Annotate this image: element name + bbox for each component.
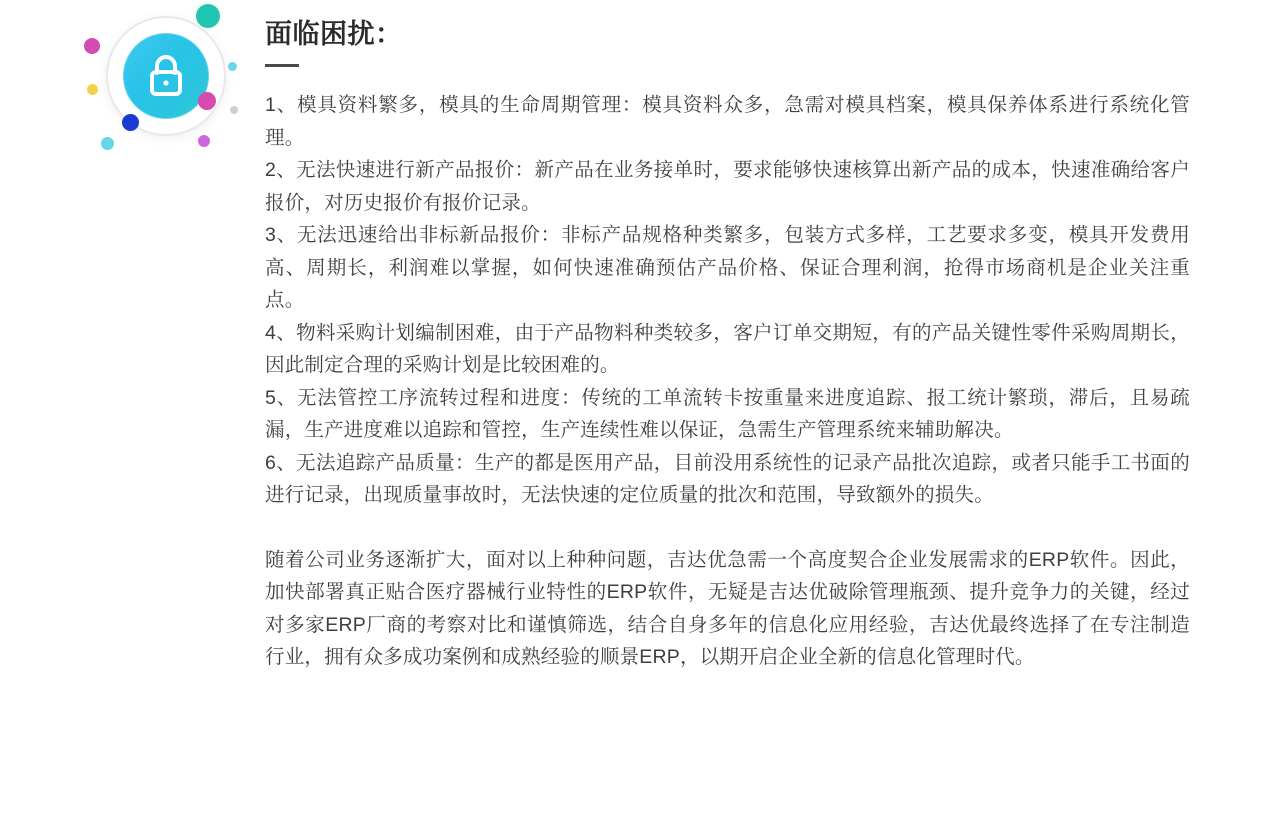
- list-item: 4、物料采购计划编制困难，由于产品物料种类较多，客户订单交期短，有的产品关键性零件采购周期长，因此制定合理的采购计划是比较困难的。: [265, 321, 1190, 377]
- decorative-dot-purple: [198, 92, 216, 110]
- decorative-dot-cyan-small: [228, 62, 237, 71]
- padlock-glyph-icon: [123, 33, 209, 119]
- problem-list: [265, 89, 1190, 512]
- article-body: [265, 18, 1190, 674]
- list-item: 1、模具资料繁多，模具的生命周期管理：模具资料众多，急需对模具档案，模具保养体系进行系统化管理。: [265, 94, 1190, 149]
- closing-paragraph: 随着公司业务逐渐扩大，面对以上种种问题，吉达优急需一个高度契合企业发展需求的ERP软件。因此，加快部署真正贴合医疗器械行业特性的ERP软件，无疑是吉达优破除管理瓶颈、提升竞争力的关键，经过对多家ERP厂商的考察对比和谨慎筛选，结合自身多年的信息化应用经验，吉达优最终选择了在专注制造行业，拥有众多成功案例和成熟经验的顺景ERP，以期开启企业全新的信息化管理时代。: [265, 548, 1190, 669]
- decorative-dot-gray: [230, 106, 238, 114]
- page-title: 面临困扰：: [265, 19, 403, 49]
- title-divider: [265, 64, 299, 67]
- decorative-dot-cyan: [101, 137, 114, 150]
- list-item: 3、无法迅速给出非标新品报价：非标产品规格种类繁多，包装方式多样，工艺要求多变，模具开发费用高、周期长，利润难以掌握，如何快速准确预估产品价格、保证合理利润，抢得市场商机是企业关注重点。: [265, 224, 1190, 312]
- list-item: 2、无法快速进行新产品报价：新产品在业务接单时，要求能够快速核算出新产品的成本，快速准确给客户报价，对历史报价有报价记录。: [265, 159, 1190, 214]
- decorative-dot-teal: [196, 4, 220, 28]
- decorative-dot-violet: [198, 135, 210, 147]
- decorative-dot-magenta: [84, 38, 100, 54]
- decorative-dot-blue: [122, 114, 139, 131]
- decorative-dot-yellow: [87, 84, 98, 95]
- list-item: 6、无法追踪产品质量：生产的都是医用产品，目前没用系统性的记录产品批次追踪，或者只能手工书面的进行记录，出现质量事故时，无法快速的定位质量的批次和范围，导致额外的损失。: [265, 451, 1190, 507]
- lock-badge-icon: [78, 4, 248, 164]
- list-item: 5、无法管控工序流转过程和进度：传统的工单流转卡按重量来进度追踪、报工统计繁琐，滞后，且易疏漏，生产进度难以追踪和管控，生产连续性难以保证，急需生产管理系统来辅助解决。: [265, 386, 1190, 442]
